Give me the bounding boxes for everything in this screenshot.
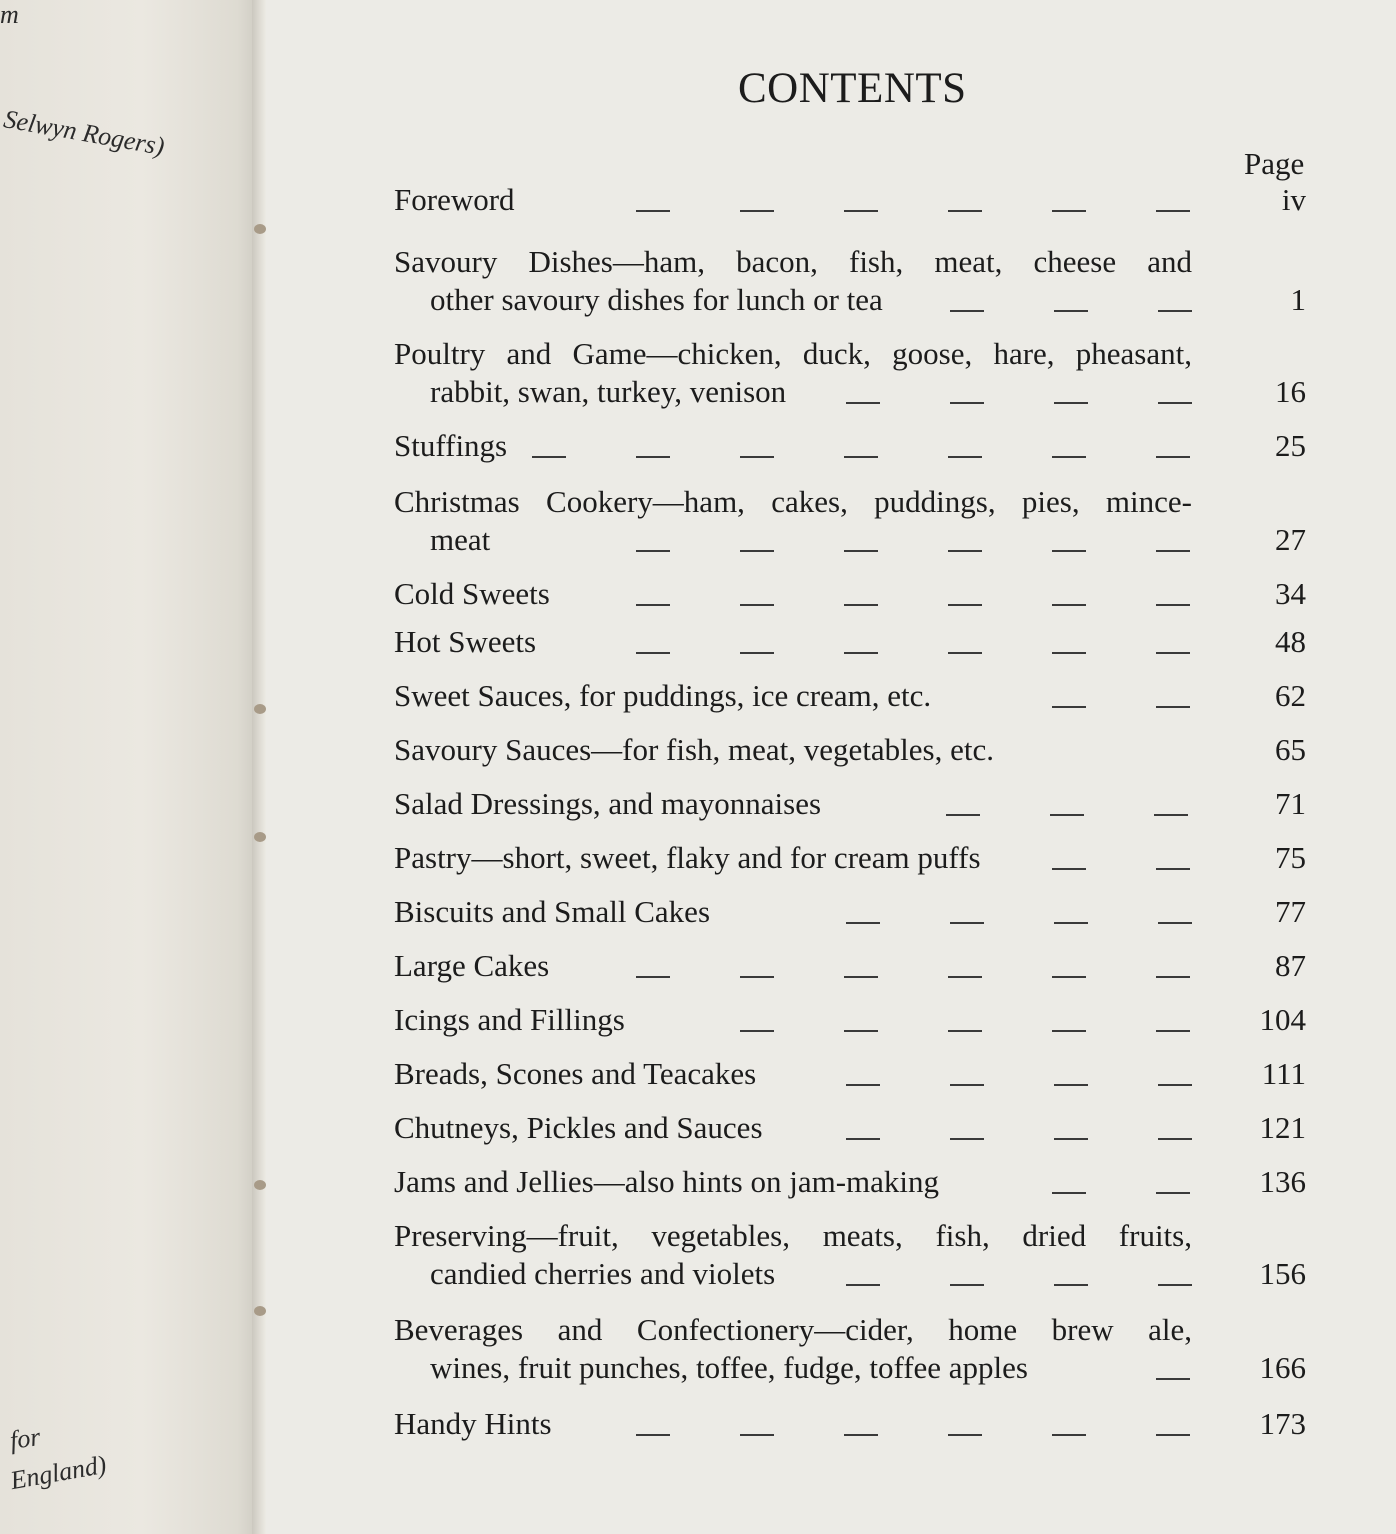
toc-entry-title: Sweet Sauces, for puddings, ice cream, etc.	[394, 678, 932, 713]
dot-leaders	[740, 1030, 1192, 1032]
toc-entry-title: Savoury Dishes—ham, bacon, fish, meat, cheese and	[394, 244, 1192, 279]
toc-entry-title: Pastry—short, sweet, flaky and for cream puffs	[394, 840, 981, 875]
dot-leaders	[846, 1084, 1192, 1086]
toc-entry-title: Salad Dressings, and mayonnaises	[394, 786, 822, 821]
toc-entry-title: Hot Sweets	[394, 624, 537, 659]
dot-leaders	[846, 1284, 1192, 1286]
toc-page-number: 77	[1275, 894, 1306, 929]
toc-entry-continuation: rabbit, swan, turkey, venison	[430, 374, 787, 409]
toc-entry-continuation: candied cherries and violets	[430, 1256, 776, 1291]
contents-title: CONTENTS	[738, 65, 967, 112]
toc-page-number: 104	[1259, 1002, 1306, 1037]
binding-stitch	[254, 704, 266, 714]
dot-leaders	[532, 456, 1192, 458]
page-column-heading: Page	[1244, 146, 1305, 181]
binding-stitch	[254, 832, 266, 842]
toc-entry-title: Foreword	[394, 182, 515, 217]
toc-page-number: 48	[1275, 624, 1306, 659]
left-fragment-4: England)	[8, 1449, 109, 1496]
toc-page-number: 156	[1259, 1256, 1306, 1291]
toc-entry-title: Handy Hints	[394, 1406, 552, 1441]
toc-page-number: 25	[1275, 428, 1306, 463]
toc-page-number: 173	[1259, 1406, 1306, 1441]
toc-page-number: 111	[1261, 1056, 1306, 1091]
toc-page-number: 136	[1259, 1164, 1306, 1199]
toc-page-number: 87	[1275, 948, 1306, 983]
toc-entry-title: Breads, Scones and Teacakes	[394, 1056, 757, 1091]
dot-leaders	[636, 1434, 1192, 1436]
toc-page-number: 71	[1275, 786, 1306, 821]
toc-entry-title: Jams and Jellies—also hints on jam-making	[394, 1164, 940, 1199]
binding-stitch	[254, 1180, 266, 1190]
toc-page-number: 1	[1290, 282, 1306, 317]
left-fragment-3: for	[8, 1422, 43, 1455]
dot-leaders	[946, 814, 1192, 816]
toc-page-number: 75	[1275, 840, 1306, 875]
dot-leaders	[636, 976, 1192, 978]
toc-entry-title: Poultry and Game—chicken, duck, goose, hare, pheasant,	[394, 336, 1192, 371]
toc-entry-title: Savoury Sauces—for fish, meat, vegetables, etc.	[394, 732, 995, 767]
toc-entry-title: Cold Sweets	[394, 576, 550, 611]
dot-leaders	[1052, 1192, 1192, 1194]
left-fragment-1: m	[0, 0, 19, 29]
toc-page-number: 166	[1259, 1350, 1306, 1385]
toc-page-number: 34	[1275, 576, 1306, 611]
dot-leaders	[846, 1138, 1192, 1140]
dot-leaders	[636, 550, 1192, 552]
dot-leaders	[1156, 1378, 1192, 1380]
toc-entry-continuation: meat	[430, 522, 491, 557]
dot-leaders	[1052, 868, 1192, 870]
dot-leaders	[636, 210, 1192, 212]
dot-leaders	[950, 310, 1192, 312]
toc-page-number: iv	[1281, 182, 1306, 217]
toc-page-number: 121	[1259, 1110, 1306, 1145]
left-facing-page	[0, 0, 258, 1534]
toc-entry-title: Preserving—fruit, vegetables, meats, fish, dried fruits,	[394, 1218, 1192, 1253]
dot-leaders	[846, 922, 1192, 924]
binding-stitch	[254, 224, 266, 234]
toc-page-number: 16	[1275, 374, 1306, 409]
toc-entry-title: Chutneys, Pickles and Sauces	[394, 1110, 763, 1145]
toc-entry-title: Beverages and Confectionery—cider, home brew ale,	[394, 1312, 1192, 1347]
toc-entry-title: Large Cakes	[394, 948, 550, 983]
dot-leaders	[636, 652, 1192, 654]
toc-entry-title: Christmas Cookery—ham, cakes, puddings, pies, mince-	[394, 484, 1192, 519]
toc-page-number: 65	[1275, 732, 1306, 767]
toc-page-number: 62	[1275, 678, 1306, 713]
toc-entry-continuation: other savoury dishes for lunch or tea	[430, 282, 883, 317]
dot-leaders	[636, 604, 1192, 606]
dot-leaders	[846, 402, 1192, 404]
toc-entry-title: Stuffings	[394, 428, 508, 463]
toc-entry-title: Biscuits and Small Cakes	[394, 894, 711, 929]
toc-page-number: 27	[1275, 522, 1306, 557]
toc-entry-title: Icings and Fillings	[394, 1002, 625, 1037]
toc-entry-continuation: wines, fruit punches, toffee, fudge, toffee apples	[430, 1350, 1028, 1385]
binding-stitch	[254, 1306, 266, 1316]
dot-leaders	[1052, 706, 1192, 708]
left-fragment-2: Selwyn Rogers)	[1, 104, 167, 161]
